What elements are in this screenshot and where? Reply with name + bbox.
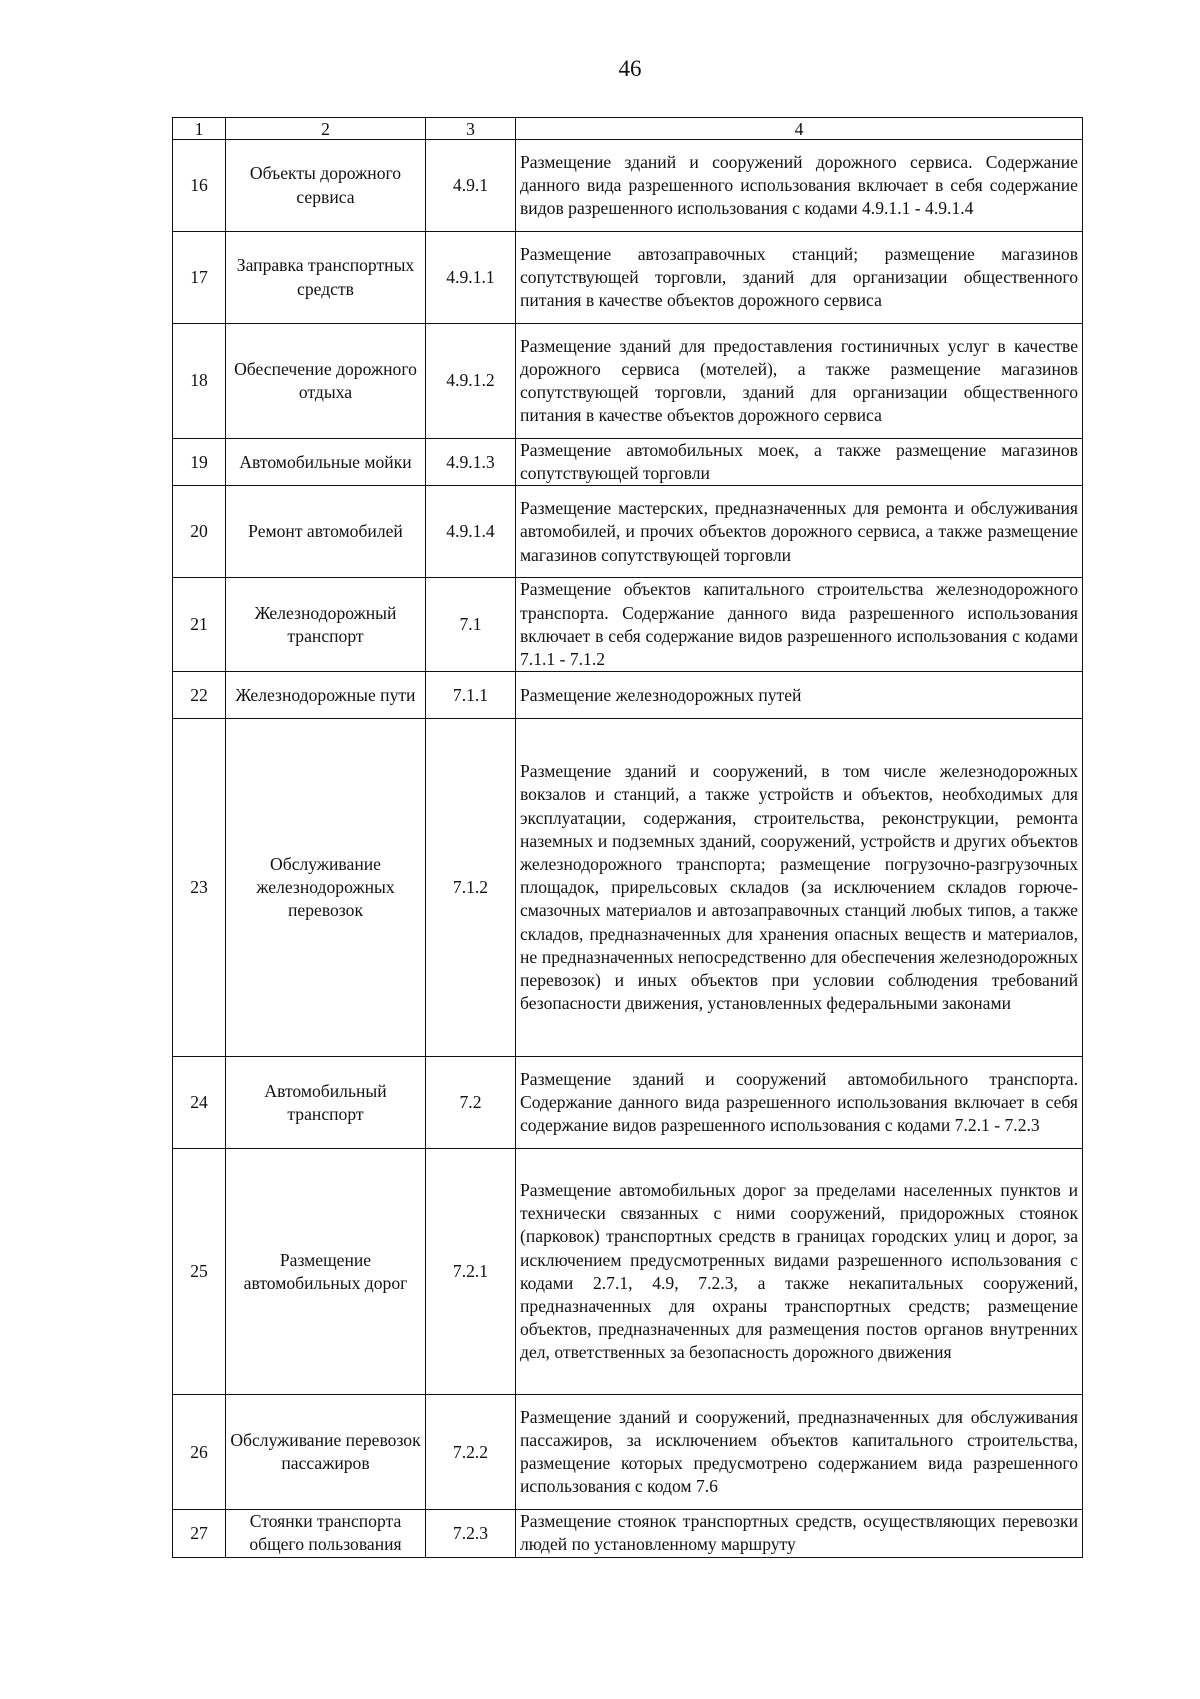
use-type-code: 7.2.3: [426, 1510, 516, 1557]
use-type-code: 4.9.1.1: [426, 232, 516, 324]
use-type-description: Размещение зданий для предоставления гостиничных услуг в качестве дорожного сервиса (мотелей), а также размещение магазинов сопутствующей торговли, зданий для организации общественного питания в качестве объектов дорожного сервиса: [516, 324, 1083, 439]
use-type-description: Размещение зданий и сооружений, предназначенных для обслуживания пассажиров, за исключением объектов капитального строительства, размещение которых предусмотрено содержанием вида разрешенного использования с кодом 7.6: [516, 1395, 1083, 1510]
table-row: [173, 672, 1083, 719]
use-type-name: Железнодорожные пути: [226, 672, 426, 719]
use-type-name: Автомобильный транспорт: [226, 1057, 426, 1149]
table-row: [173, 1149, 1083, 1395]
use-type-name: Обеспечение дорожного отдыха: [226, 324, 426, 439]
column-header-2: 2: [226, 118, 426, 140]
table-row: [173, 719, 1083, 1057]
use-type-code: 4.9.1.3: [426, 439, 516, 486]
use-type-description: Размещение мастерских, предназначенных для ремонта и обслуживания автомобилей, и прочих объектов дорожного сервиса, а также размещение магазинов сопутствующей торговли: [516, 486, 1083, 578]
use-type-description: Размещение зданий и сооружений дорожного сервиса. Содержание данного вида разрешенного использования включает в себя содержание видов разрешенного использования с кодами 4.9.1.1 - 4.9.1.4: [516, 140, 1083, 232]
use-type-name: Ремонт автомобилей: [226, 486, 426, 578]
row-number: 24: [173, 1057, 226, 1149]
page-number: 46: [618, 56, 642, 81]
use-type-description: Размещение автомобильных моек, а также размещение магазинов сопутствующей торговли: [516, 439, 1083, 486]
row-number: 21: [173, 578, 226, 672]
use-type-code: 7.2: [426, 1057, 516, 1149]
use-type-code: 4.9.1.4: [426, 486, 516, 578]
use-type-description: Размещение автомобильных дорог за пределами населенных пунктов и технически связанных с ними сооружений, придорожных стоянок (парковок) транспортных средств в границах городских улиц и дорог, за исключением предусмотренных видами разрешенного использования с кодами 2.7.1, 4.9, 7.2.3, а также некапитальных сооружений, предназначенных для охраны транспортных средств; размещение объектов, предназначенных для размещения постов органов внутренних дел, ответственных за безопасность дорожного движения: [516, 1149, 1083, 1395]
use-type-name: Объекты дорожного сервиса: [226, 140, 426, 232]
table-row: [173, 1395, 1083, 1510]
table-row: [173, 578, 1083, 672]
table-row: [173, 1510, 1083, 1557]
use-type-description: Размещение зданий и сооружений, в том числе железнодорожных вокзалов и станций, а также устройств и объектов, необходимых для эксплуатации, содержания, строительства, реконструкции, ремонта наземных и подземных зданий, сооружений, устройств и других объектов железнодорожного транспорта; размещение погрузочно-разгрузочных площадок, прирельсовых складов (за исключением складов горюче-смазочных материалов и автозаправочных станций любых типов, а также складов, предназначенных для хранения опасных веществ и материалов, не предназначенных непосредственно для обеспечения железнодорожных перевозок) и иных объектов при условии соблюдения требований безопасности движения, установленных федеральными законами: [516, 719, 1083, 1057]
use-type-code: 7.1: [426, 578, 516, 672]
use-type-description: Размещение автозаправочных станций; размещение магазинов сопутствующей торговли, зданий для организации общественного питания в качестве объектов дорожного сервиса: [516, 232, 1083, 324]
table-row: [173, 486, 1083, 578]
row-number: 20: [173, 486, 226, 578]
land-use-table: [172, 117, 1083, 1558]
use-type-code: 4.9.1.2: [426, 324, 516, 439]
table-row: [173, 1057, 1083, 1149]
use-type-name: Заправка транспортных средств: [226, 232, 426, 324]
row-number: 18: [173, 324, 226, 439]
use-type-code: 7.2.1: [426, 1149, 516, 1395]
table-row: [173, 140, 1083, 232]
row-number: 25: [173, 1149, 226, 1395]
table-row: [173, 439, 1083, 486]
table-row: [173, 232, 1083, 324]
use-type-code: 7.1.1: [426, 672, 516, 719]
row-number: 19: [173, 439, 226, 486]
use-type-description: Размещение железнодорожных путей: [516, 672, 1083, 719]
row-number: 26: [173, 1395, 226, 1510]
table-row: [173, 324, 1083, 439]
use-type-name: Стоянки транспорта общего пользования: [226, 1510, 426, 1557]
use-type-name: Обслуживание железнодорожных перевозок: [226, 719, 426, 1057]
use-type-name: Автомобильные мойки: [226, 439, 426, 486]
row-number: 17: [173, 232, 226, 324]
row-number: 27: [173, 1510, 226, 1557]
use-type-description: Размещение стоянок транспортных средств, осуществляющих перевозки людей по установленному маршруту: [516, 1510, 1083, 1557]
table-header-row: [173, 118, 1083, 140]
use-type-code: 4.9.1: [426, 140, 516, 232]
column-header-4: 4: [516, 118, 1083, 140]
column-header-1: 1: [173, 118, 226, 140]
use-type-code: 7.1.2: [426, 719, 516, 1057]
use-type-description: Размещение объектов капитального строительства железнодорожного транспорта. Содержание данного вида разрешенного использования включает в себя содержание видов разрешенного использования с кодами 7.1.1 - 7.1.2: [516, 578, 1083, 672]
use-type-name: Обслуживание перевозок пассажиров: [226, 1395, 426, 1510]
column-header-3: 3: [426, 118, 516, 140]
row-number: 22: [173, 672, 226, 719]
use-type-name: Железнодорожный транспорт: [226, 578, 426, 672]
row-number: 23: [173, 719, 226, 1057]
use-type-description: Размещение зданий и сооружений автомобильного транспорта. Содержание данного вида разрешенного использования включает в себя содержание видов разрешенного использования с кодами 7.2.1 - 7.2.3: [516, 1057, 1083, 1149]
row-number: 16: [173, 140, 226, 232]
use-type-name: Размещение автомобильных дорог: [226, 1149, 426, 1395]
use-type-code: 7.2.2: [426, 1395, 516, 1510]
